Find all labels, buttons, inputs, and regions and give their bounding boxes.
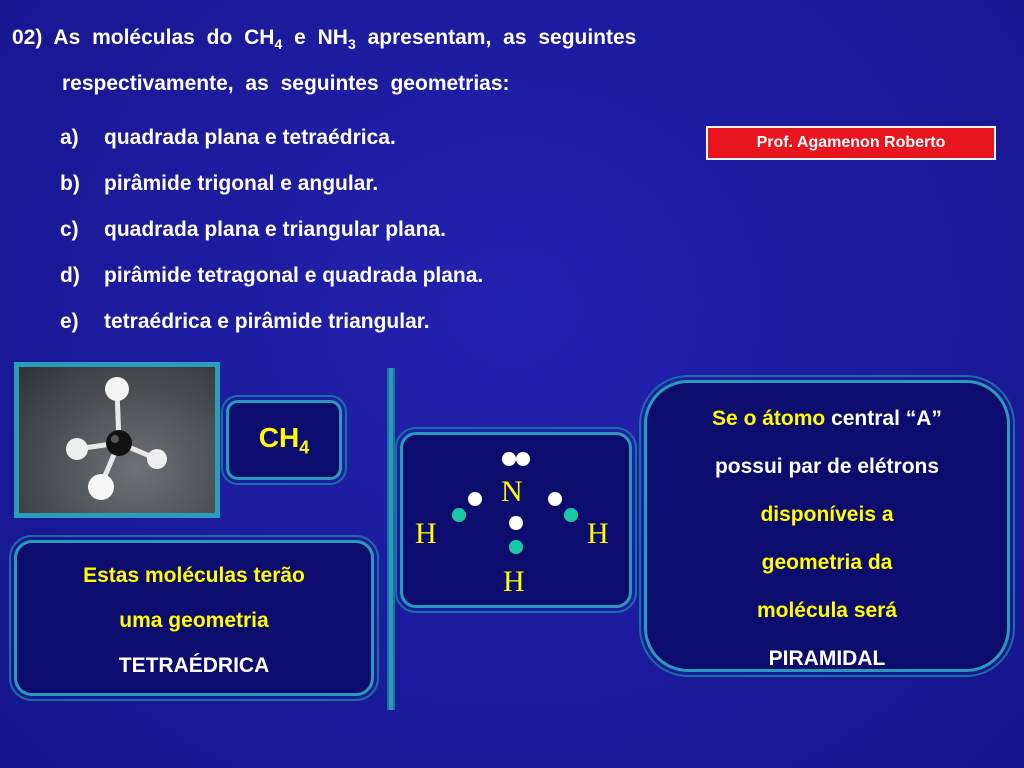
- ch4-formula-box: [226, 400, 342, 480]
- note-line-4: geometria da: [761, 551, 893, 574]
- hydrogen-left: H: [415, 517, 437, 550]
- note-line-1: Se o átomo central “A”: [712, 407, 942, 430]
- question-line-2: respectivamente, as seguintes geometrias:: [62, 72, 510, 95]
- tetrahedral-model-icon: [19, 367, 215, 513]
- question-prefix: 02) As moléculas do CH: [12, 26, 275, 49]
- option-b: b) pirâmide trigonal e angular.: [60, 172, 379, 195]
- option-d: d) pirâmide tetragonal e quadrada plana.: [60, 264, 484, 287]
- note-line-1: Estas moléculas terão: [83, 564, 305, 587]
- molecule-model-photo: [14, 362, 220, 518]
- ch4-formula: $CH_4$: [258, 421, 310, 458]
- option-a: a) quadrada plana e tetraédrica.: [60, 126, 396, 149]
- hydrogen-bottom: H: [503, 565, 525, 598]
- note-line-2: uma geometria: [119, 609, 269, 632]
- author-badge: Prof. Agamenon Roberto: [706, 126, 996, 160]
- note-line-5: molécula será: [756, 599, 898, 622]
- note-line-2: possui par de elétrons: [714, 455, 940, 478]
- nh3-lewis-box: [400, 432, 632, 608]
- pyramidal-note-box: [644, 380, 1010, 672]
- tetrahedral-note-box: [14, 540, 374, 696]
- question-line-1: 02) As moléculas do $CH_4$ e $NH_3$ apresentam, as seguintes: [12, 26, 637, 53]
- hydrogen-right: H: [587, 517, 609, 550]
- ch4-model-image: [19, 367, 215, 513]
- option-c: c) quadrada plana e triangular plana.: [60, 218, 446, 241]
- vertical-divider: [387, 368, 395, 710]
- nitrogen-atom: N: [501, 475, 523, 508]
- note-line-3: TETRAÉDRICA: [118, 654, 270, 677]
- option-e: e) tetraédrica e pirâmide triangular.: [60, 310, 430, 333]
- note-line-3: disponíveis a: [760, 503, 894, 526]
- note-line-6: PIRAMIDAL: [768, 647, 886, 670]
